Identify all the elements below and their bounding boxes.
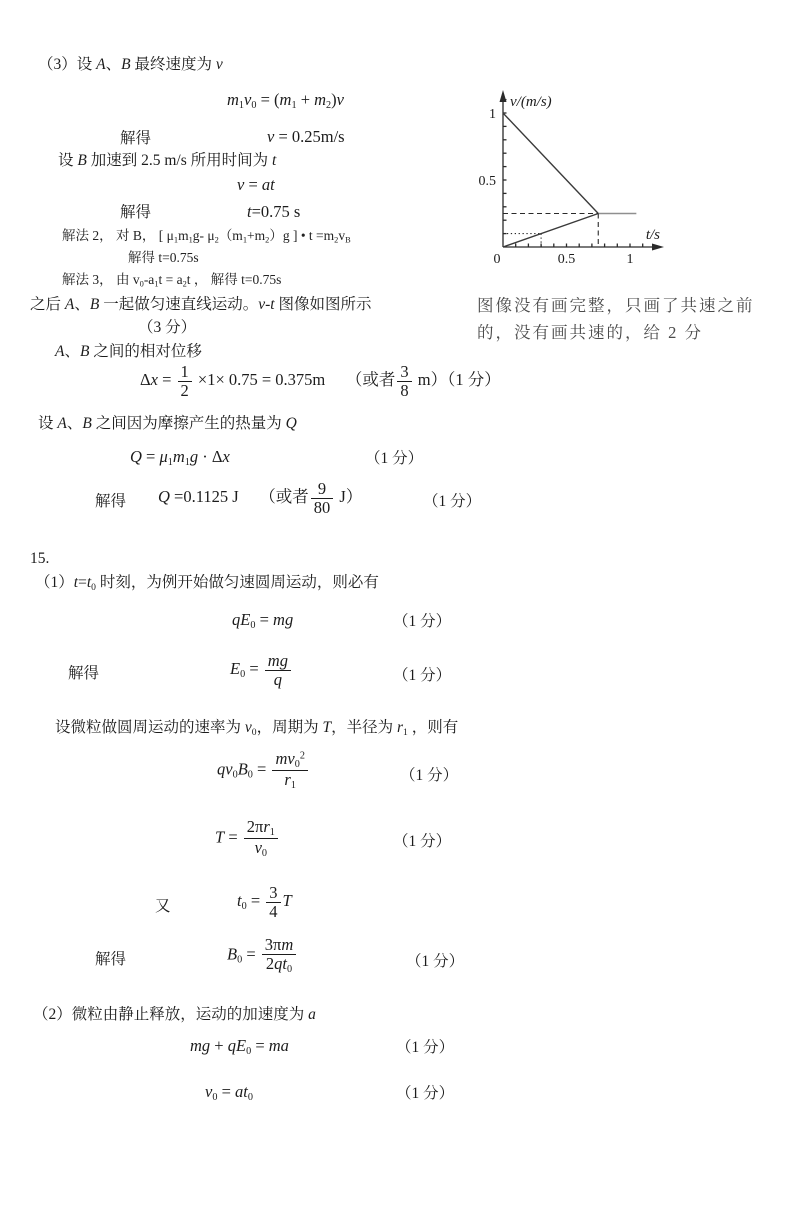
eq-heat: Q = μ1m1g · Δx xyxy=(130,447,230,469)
line-final-speed: （3）设 A、B 最终速度为 v xyxy=(38,56,223,73)
label-jiede: 解得 xyxy=(120,204,152,221)
eq-qE-mg: qE0 = mg xyxy=(232,610,294,632)
score-mark: （1 分） xyxy=(406,953,465,970)
x-tick-label: 0.5 xyxy=(557,252,576,267)
line-15-2: （2）微粒由静止释放，运动的加速度为 a xyxy=(33,1006,316,1023)
eq-v-at: v = at xyxy=(237,175,275,194)
eq-ma: mg + qE0 = ma xyxy=(190,1036,289,1058)
object-B-accelerating-line xyxy=(503,214,598,248)
line-solution2: 解法 2， 对 B， [ μ1m1g- μ2（m1+m2）g ] • t =m2vB xyxy=(62,228,351,245)
x-axis-arrow xyxy=(652,244,664,251)
score-mark: （1 分） xyxy=(400,767,459,784)
score-mark: （1 分） xyxy=(396,1039,455,1056)
grading-note-line1: 图像没有画完整，只画了共速之前 xyxy=(477,296,755,315)
y-axis-label: v/(m/s) xyxy=(510,94,552,110)
grading-note-line2: 的，没有画共速的，给 2 分 xyxy=(477,323,703,342)
eq-qvB: qv0B0 = $\frac{mv0^2}{r1}$ xyxy=(217,750,310,791)
score-mark-three: （3 分） xyxy=(138,319,197,336)
label-you: 又 xyxy=(155,898,171,915)
score-mark: （1 分） xyxy=(393,833,452,850)
eq-t-result: t=0.75 s xyxy=(247,202,301,221)
x-tick-label: 1 xyxy=(626,252,634,267)
label-jiede: 解得 xyxy=(120,130,152,147)
line-relative-displacement: A、B 之间的相对位移 xyxy=(55,343,202,360)
eq-momentum: m1v0 = (m1 + m2)v xyxy=(227,90,344,112)
eq-t0: t0 = $\frac{3}{4}$ T xyxy=(237,883,292,921)
line-solution2-result: 解得 t=0.75s xyxy=(128,250,199,265)
y-tick-label: 1 xyxy=(489,107,496,122)
y-tick-label: 0.5 xyxy=(478,174,496,189)
score-mark: （1 分） xyxy=(393,613,452,630)
object-A-decelerating-line xyxy=(503,113,598,214)
eq-heat-result: Q =0.1125 J （或者 $\frac{9}{80}$ J） xyxy=(158,479,363,517)
line-after-common-speed: 之后 A、B 一起做匀速直线运动。v-t 图像如图所示 xyxy=(30,296,372,313)
line-circular-motion: 设微粒做圆周运动的速率为 v0，周期为 T，半径为 r1 ，则有 xyxy=(55,719,459,738)
score-mark: （1 分） xyxy=(396,1085,455,1102)
score-mark: （1 分） xyxy=(393,667,452,684)
eq-period: T = $\frac{2\pi r1}{v0}$ xyxy=(215,818,280,859)
label-jiede: 解得 xyxy=(95,951,127,968)
eq-v0: v0 = at0 xyxy=(205,1082,253,1104)
eq-v-result: v = 0.25m/s xyxy=(267,127,345,146)
eq-E0: E0 = $\frac{mg}{q}$ xyxy=(230,652,293,689)
label-jiede: 解得 xyxy=(68,665,100,682)
score-mark: （1 分） xyxy=(365,450,424,467)
score-mark: （1 分） xyxy=(423,493,482,510)
problem-15-number: 15. xyxy=(30,550,50,567)
line-solution3: 解法 3， 由 v0-a1t = a2t ， 解得 t=0.75s xyxy=(62,272,282,289)
x-tick-label: 0 xyxy=(493,252,501,267)
x-axis-label: t/s xyxy=(645,227,660,243)
line-15-1: （1）t=t0 时刻，为例开始做匀速圆周运动，则必有 xyxy=(35,574,379,593)
vt-graph-svg xyxy=(468,82,688,267)
eq-B0: B0 = $\frac{3\pi m}{2qt0}$ xyxy=(227,936,298,975)
eq-delta-x: Δx = $\frac{1}{2}$ ×1× 0.75 = 0.375m （或者 $\frac{3}{8}$ m）（1 分） xyxy=(140,362,501,400)
line-heat-def: 设 A、B 之间因为摩擦产生的热量为 Q xyxy=(38,415,297,432)
label-jiede: 解得 xyxy=(95,493,127,510)
line-accel-time: 设 B 加速到 2.5 m/s 所用时间为 t xyxy=(58,152,277,169)
